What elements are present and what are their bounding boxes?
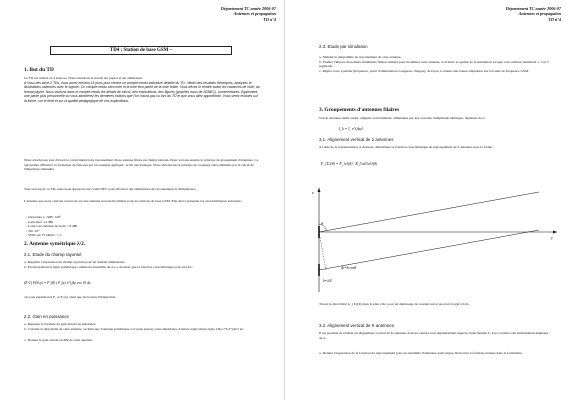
paragraph: Il est possible de réaliser un alignement vertical de K antennes dont les centres sont régulièrement espacés d'une hauteur b. Les courants sont linéairement déphasés de φ . xyxy=(319,331,549,340)
z-axis-label: z xyxy=(312,190,314,195)
section-heading: 3. Groupements d'antennes filaires xyxy=(319,107,400,113)
path-difference-label: Δr=b.cosθ xyxy=(341,266,357,270)
z-axis-arrow xyxy=(318,188,321,192)
paragraph: a- Rappeler l'expression du champ rayonné pour un doublet élémentaire. xyxy=(24,260,126,264)
spec-row: - Ouverture à -3dB :120° xyxy=(26,215,62,219)
spec-row: - Gain max :12 dBi xyxy=(26,219,54,224)
spec-row: - Tilt :10° xyxy=(26,228,40,233)
paragraph: b- Calculer la directivité de cette antenne, sachant que l'antenne symétrique λ/2 (sans pertes) a une impédance d'entrée équivalente égale à Re=73,2+j42,5 Ω. xyxy=(24,327,244,331)
paragraph: Nous aborderons tout d'abord le calcul intégral du rayonnement d'une antenne filaire en champ lointain. Nous verrons ensuite le principe de groupement d'antennes. Ce qui permet d'illustrer la formation de faisceau par un exemple appliqué : le tilt électronique. Nous aborderons le principe de couplage entre éléments par le calcul de l'impédance mutuelle. xyxy=(24,158,259,172)
paragraph: Tracez la directivité G_{Σ}(θ) dans le plan yOz, pour un déphasage de courant nul et un écart b égal à 0,4λ. xyxy=(319,302,470,306)
subsection-heading: 2.1. Etude du champ rayonné xyxy=(24,252,82,257)
spacing-label: b=λ/4 xyxy=(323,279,332,283)
y-axis-label: y xyxy=(551,235,553,240)
path-difference-line xyxy=(319,232,326,270)
item-list xyxy=(319,55,551,73)
page-header: Département TC année 2006-07 Antennes et propagation TD n°4 xyxy=(505,6,561,22)
section-heading: 1. But du TD xyxy=(24,67,54,73)
paragraph: où vous expliciterez F₁ et F₂(z), ainsi que les bornes d'intégration. xyxy=(24,295,117,299)
paragraph: c- Donner le gain absolu en dBi de cette antenne. xyxy=(24,338,93,342)
diagram-svg xyxy=(299,188,561,298)
y-axis-arrow xyxy=(553,231,557,234)
list-item: b- Etudier l'impact du nombre d'éléments filaires utilisés pour modéliser cette antenne, et évaluer la qualité de la simulation lorsque vous utilisez seulement 1, 3 et 5 segments. xyxy=(319,59,549,69)
paragraph: Tout au long de ce TD, nous nous appuyons sur l'outil NEC pour effectuer des simulations de rayonnement et d'impédance. xyxy=(24,187,197,191)
equation: F_{Σ}(θ) = F_{z}(θ) · R_{\u03c6}(θ) xyxy=(321,162,378,166)
antenna-array-diagram xyxy=(299,188,561,303)
paragraph: b- En interprétant la ligne symétrique comme un ensemble de d.c.a. montrer que la fonction caractéristique peut s'écrire : xyxy=(24,265,194,269)
subsection-heading: 3.1. Alignement vertical de 2 antennes xyxy=(319,137,394,142)
section-heading: 2. Antenne symétrique λ/2. xyxy=(24,241,86,247)
ray-2 xyxy=(319,230,539,270)
list-item: c- Régler votre système (fréquence, point d'alimentation, longueur, charges), de façon à obtenir une bonne adaptation sur la bande de fréquence GSM. xyxy=(319,68,529,73)
spec-row: - Lobes secondaires de Gain < 0 dBi xyxy=(26,224,78,229)
page-header: Département TC année 2006-07 Antennes et propagation TD n°4 xyxy=(220,6,276,22)
paragraph: L'antenne que nous voulons concevoir est une antenne sectorielle utilisée pour les stations de base GSM. Elle devra présenter les caractéristiques suivantes : xyxy=(24,199,243,203)
subsection-heading: 3.2. Alignement vertical de K antennes xyxy=(319,323,394,328)
spec-row: - SWR sur 75 Ohms :< 2. xyxy=(26,233,62,238)
spec-list xyxy=(26,215,226,238)
paragraph: Soit K antennes demi-ondes, alignées verticalement, alimentées par des courants d'amplitude identique, déphasés de φ : xyxy=(319,116,487,120)
paragraph: a- Rappeler la formule du gain absolu en puissance. xyxy=(24,322,97,326)
subsection-heading: 2.2. Gain en puissance xyxy=(24,314,69,319)
theta-label: θ xyxy=(321,222,323,226)
equation: (E-1) F(θ,φ) = F₁(θ) ∫ F₂(z) e^{jkz cos θ} dz xyxy=(24,281,91,285)
left-page xyxy=(0,0,282,400)
ray-1 xyxy=(319,192,539,232)
paragraph: A l'aide de la représentation ci-dessous, déterminez la fonction caractéristique de regroupement de 2 antennes sous la forme : xyxy=(319,145,494,149)
page-title: TD4 : Station de base GSM – xyxy=(50,46,232,55)
list-item: a- Simuler le diagramme de rayonnement de cette antenne. xyxy=(319,55,402,59)
equation: I_k = I₀ e^{jkφ} xyxy=(339,127,364,131)
subsection-heading: 2.3. Etude par simulation xyxy=(319,44,368,49)
paragraph: Ce TD est réalisé en 2 séances. Nous attendons le travail sur papier et sur simulateur. xyxy=(24,76,143,80)
italic-paragraph: A l'issu des deux 2 TDs, vous aurez environ 15 jours pour rendre un compte-rendu individuel détaillé du TD : détail des résultats théoriques, analyses et illustrations obtenues avec le logiciel. Ce compte-rendu sera noté et la note fera partie de la note finale. Vous devez le rendre avant les vacances de Noël, au format papier. Nous voulons dans le compte-rendu les détails de calcul, des explications, des figures (graphes issus de 3DNEC), commentaires. Egalement, une partie plus personnelle où vous aborderez les dernières notions que l'on n'aura pas vu lors du TD et que vous allez approfondir. Vous serez évalués sur la forme, sur le fond et sur la qualité pédagogique de vos explications. xyxy=(24,81,260,103)
paragraph: a- Donner l'expression de la fonction de regroupement pour un ensemble d'antennes quelconque. Retrouver la formule donnée dans le formulaire. xyxy=(319,351,523,355)
right-page xyxy=(284,0,566,400)
